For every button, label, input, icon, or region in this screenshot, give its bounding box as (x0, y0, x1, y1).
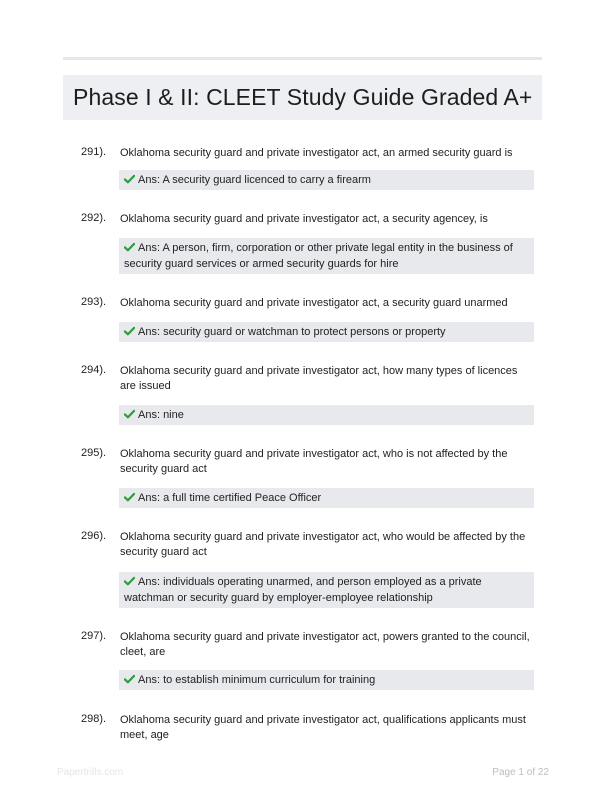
answer-box (119, 488, 534, 508)
question-number: 293). (81, 296, 107, 308)
check-icon (124, 674, 135, 684)
question-text: Oklahoma security guard and private investigator act, an armed security guard is (120, 147, 513, 159)
page-number: Page 1 of 22 (492, 767, 549, 778)
question-text: Oklahoma security guard and private investigator act, a security guard unarmed (120, 297, 508, 309)
answer-text: Ans: A security guard licenced to carry a firearm (138, 174, 371, 186)
question-text: Oklahoma security guard and private investigator act, powers granted to the council, cleet, are (120, 631, 530, 658)
answer-box (119, 170, 534, 190)
answer-box (119, 322, 534, 342)
question-number: 298). (81, 713, 107, 725)
answer-box (119, 572, 534, 608)
question-text: Oklahoma security guard and private investigator act, qualifications applicants must meet, age (120, 714, 526, 741)
question-number: 297). (81, 630, 107, 642)
answer-text: Ans: a full time certified Peace Officer (138, 492, 322, 504)
question-number: 295). (81, 447, 107, 459)
answer-text: Ans: A person, firm, corporation or other private legal entity in the business of security guard services or armed security guards for hire (124, 242, 513, 270)
answer-box (119, 238, 534, 274)
check-icon (124, 326, 135, 336)
check-icon (124, 242, 135, 252)
answer-text: Ans: nine (138, 409, 184, 421)
page-title: Phase I & II: CLEET Study Guide Graded A+ (73, 84, 533, 110)
watermark-text: Papertrills.com (57, 767, 124, 778)
check-icon (124, 576, 135, 586)
answer-box (119, 405, 534, 425)
answer-text: Ans: to establish minimum curriculum for training (138, 674, 376, 686)
question-number: 291). (81, 146, 107, 158)
check-icon (124, 492, 135, 502)
answer-text: Ans: individuals operating unarmed, and person employed as a private watchman or security guard by employer-employee relationship (124, 576, 482, 604)
question-text: Oklahoma security guard and private investigator act, how many types of licences are issued (120, 365, 518, 392)
question-text: Oklahoma security guard and private investigator act, who would be affected by the security guard act (120, 531, 526, 558)
check-icon (124, 409, 135, 419)
question-number: 294). (81, 364, 107, 376)
check-icon (124, 174, 135, 184)
question-number: 292). (81, 212, 107, 224)
top-divider (63, 57, 542, 60)
title-banner (63, 75, 542, 120)
question-number: 296). (81, 530, 107, 542)
answer-box (119, 670, 534, 690)
answer-text: Ans: security guard or watchman to protect persons or property (138, 326, 446, 338)
question-text: Oklahoma security guard and private investigator act, a security agencey, is (120, 213, 488, 225)
question-text: Oklahoma security guard and private investigator act, who is not affected by the security guard act (120, 448, 508, 475)
